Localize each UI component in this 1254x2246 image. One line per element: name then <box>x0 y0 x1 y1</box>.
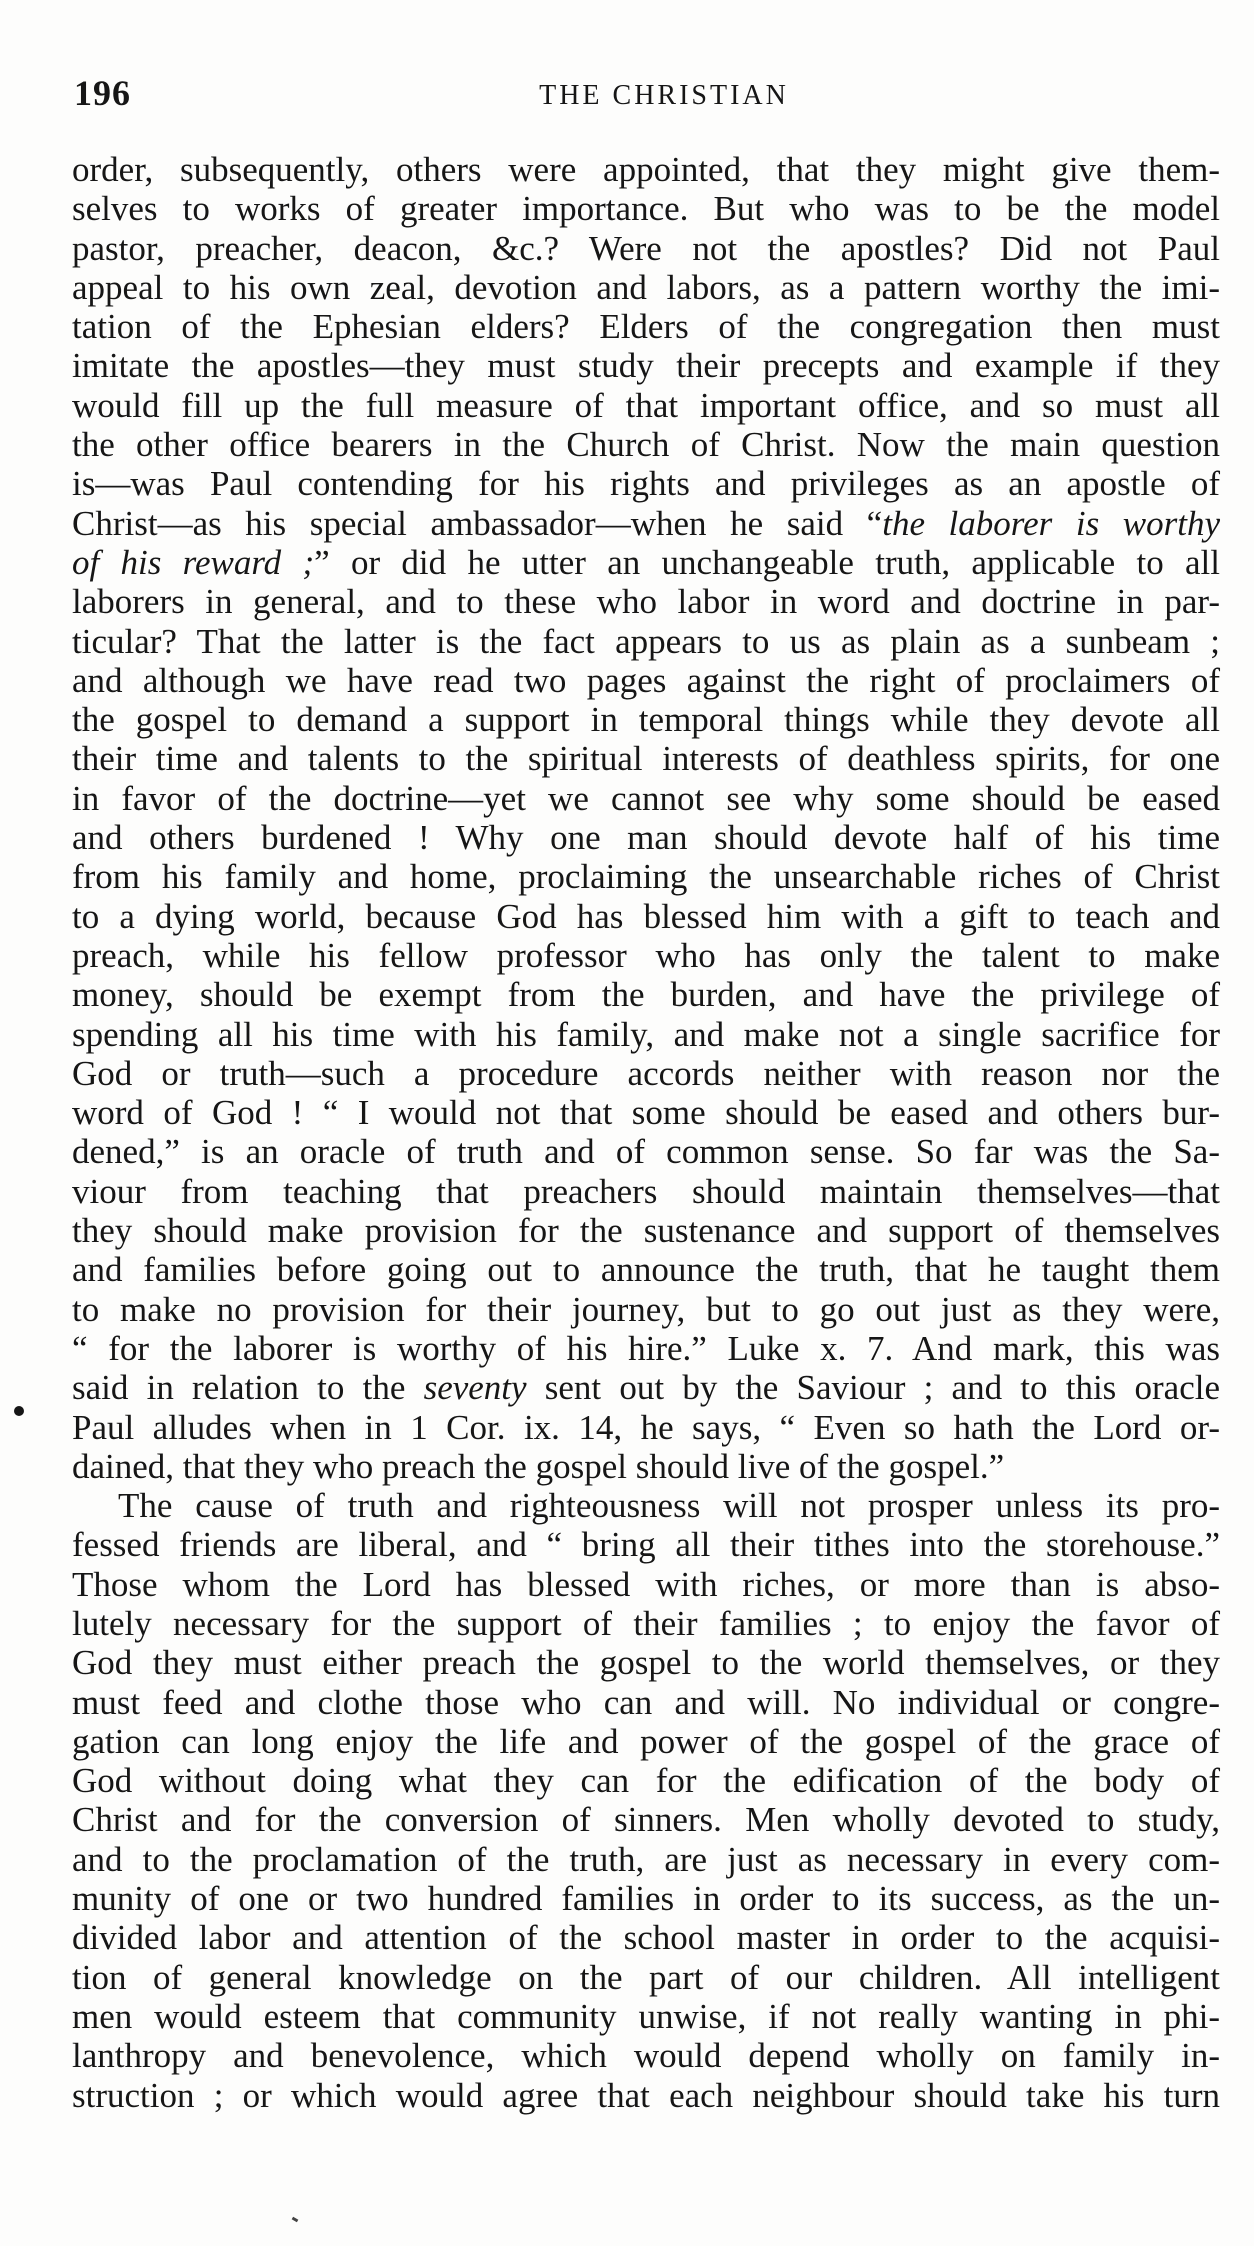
text-line: lanthropy and benevolence, which would depend wholly on family in- <box>72 2036 1220 2076</box>
text-line: to a dying world, because God has blessed him with a gift to teach and <box>72 896 1220 936</box>
text-line: The cause of truth and righteousness will not prosper unless its pro- <box>118 1486 1220 1526</box>
text-line: and others burdened ! Why one man should devote half of his time <box>72 818 1220 858</box>
text-line: lutely necessary for the support of their families ; to enjoy the favor of <box>72 1603 1220 1643</box>
text-line: men would esteem that community unwise, if not really wanting in phi- <box>72 1996 1220 2036</box>
text-line: ticular? That the latter is the fact appears to us as plain as a sunbeam ; <box>72 621 1220 661</box>
text-line: Those whom the Lord has blessed with riches, or more than is abso- <box>72 1564 1220 1604</box>
running-head <box>74 72 1214 122</box>
text-line: they should make provision for the sustenance and support of themselves <box>72 1211 1220 1251</box>
text-line: and although we have read two pages against the right of proclaimers of <box>72 660 1220 700</box>
text-segment: sent out by the Saviour ; and to this oracle <box>526 1368 1221 1408</box>
text-line: tion of general knowledge on the part of our children. All intelligent <box>72 1957 1220 1997</box>
stray-ink-mark <box>292 2217 299 2223</box>
text-line: tation of the Ephesian elders? Elders of the congregation then must <box>72 307 1220 347</box>
text-line: from his family and home, proclaiming the unsearchable riches of Christ <box>72 857 1220 897</box>
text-segment: ” or did he utter an unchangeable truth, applicable to all <box>314 542 1220 582</box>
text-line: gation can long enjoy the life and power of the gospel of the grace of <box>72 1721 1220 1761</box>
text-line: is—was Paul contending for his rights and privileges as an apostle of <box>72 464 1220 504</box>
text-segment: Christ—as his special ambassador—when he said “ <box>72 503 883 543</box>
text-line: appeal to his own zeal, devotion and labors, as a pattern worthy the imi- <box>72 267 1220 307</box>
italic-quote: of his reward ; <box>72 542 315 582</box>
text-line: struction ; or which would agree that each neighbour should take his turn <box>72 2075 1220 2115</box>
text-line: in favor of the doctrine—yet we cannot see why some should be eased <box>72 778 1220 818</box>
text-line: the other office bearers in the Church of Christ. Now the main question <box>72 425 1220 465</box>
page-number: 196 <box>74 73 131 113</box>
text-line: and families before going out to announce the truth, that he taught them <box>72 1250 1220 1290</box>
text-line: and to the proclamation of the truth, are just as necessary in every com- <box>72 1839 1220 1879</box>
text-line: God or truth—such a procedure accords neither with reason nor the <box>72 1053 1220 1093</box>
text-line: must feed and clothe those who can and will. No individual or congre- <box>72 1682 1220 1722</box>
text-line: the gospel to demand a support in temporal things while they devote all <box>72 700 1220 740</box>
text-line: pastor, preacher, deacon, &c.? Were not the apostles? Did not Paul <box>72 228 1220 268</box>
text-line <box>72 543 1220 582</box>
text-line: dened,” is an oracle of truth and of common sense. So far was the Sa- <box>72 1132 1220 1172</box>
text-line: word of God ! “ I would not that some should be eased and others bur- <box>72 1093 1220 1133</box>
text-line: “ for the laborer is worthy of his hire.” Luke x. 7. And mark, this was <box>72 1328 1220 1368</box>
text-line: would fill up the full measure of that important office, and so must all <box>72 385 1220 425</box>
text-line: munity of one or two hundred families in order to its success, as the un- <box>72 1879 1220 1919</box>
text-line: imitate the apostles—they must study their precepts and example if they <box>72 346 1220 386</box>
text-line: money, should be exempt from the burden, and have the privilege of <box>72 975 1220 1015</box>
text-line: their time and talents to the spiritual interests of deathless spirits, for one <box>72 739 1220 779</box>
text-line: laborers in general, and to these who labor in word and doctrine in par- <box>72 582 1220 622</box>
running-title: THE CHRISTIAN <box>539 80 789 111</box>
text-line: God without doing what they can for the edification of the body of <box>72 1761 1220 1801</box>
margin-dot <box>14 1406 24 1416</box>
text-line: selves to works of greater importance. But who was to be the model <box>72 189 1220 229</box>
italic-word: seventy <box>423 1368 527 1408</box>
text-line <box>72 1368 1220 1407</box>
text-line: spending all his time with his family, and make not a single sacrifice for <box>72 1014 1220 1054</box>
text-line: dained, that they who preach the gospel should live of the gospel.” <box>72 1446 1005 1486</box>
text-line: divided labor and attention of the school master in order to the acquisi- <box>72 1918 1220 1958</box>
text-line: Paul alludes when in 1 Cor. ix. 14, he says, “ Even so hath the Lord or- <box>72 1407 1220 1447</box>
text-segment: said in relation to the <box>72 1368 424 1408</box>
text-line: fessed friends are liberal, and “ bring all their tithes into the storehouse.” <box>72 1525 1220 1565</box>
body-text <box>72 150 1220 2115</box>
italic-quote: the laborer is worthy <box>882 503 1220 543</box>
text-line: viour from teaching that preachers should maintain themselves—that <box>72 1171 1220 1211</box>
text-line: order, subsequently, others were appointed, that they might give them- <box>72 150 1220 189</box>
text-line: Christ and for the conversion of sinners. Men wholly devoted to study, <box>72 1800 1220 1840</box>
text-line: to make no provision for their journey, but to go out just as they were, <box>72 1289 1220 1329</box>
text-line: preach, while his fellow professor who has only the talent to make <box>72 935 1220 975</box>
text-line: God they must either preach the gospel to the world themselves, or they <box>72 1643 1220 1683</box>
text-line <box>72 504 1220 543</box>
